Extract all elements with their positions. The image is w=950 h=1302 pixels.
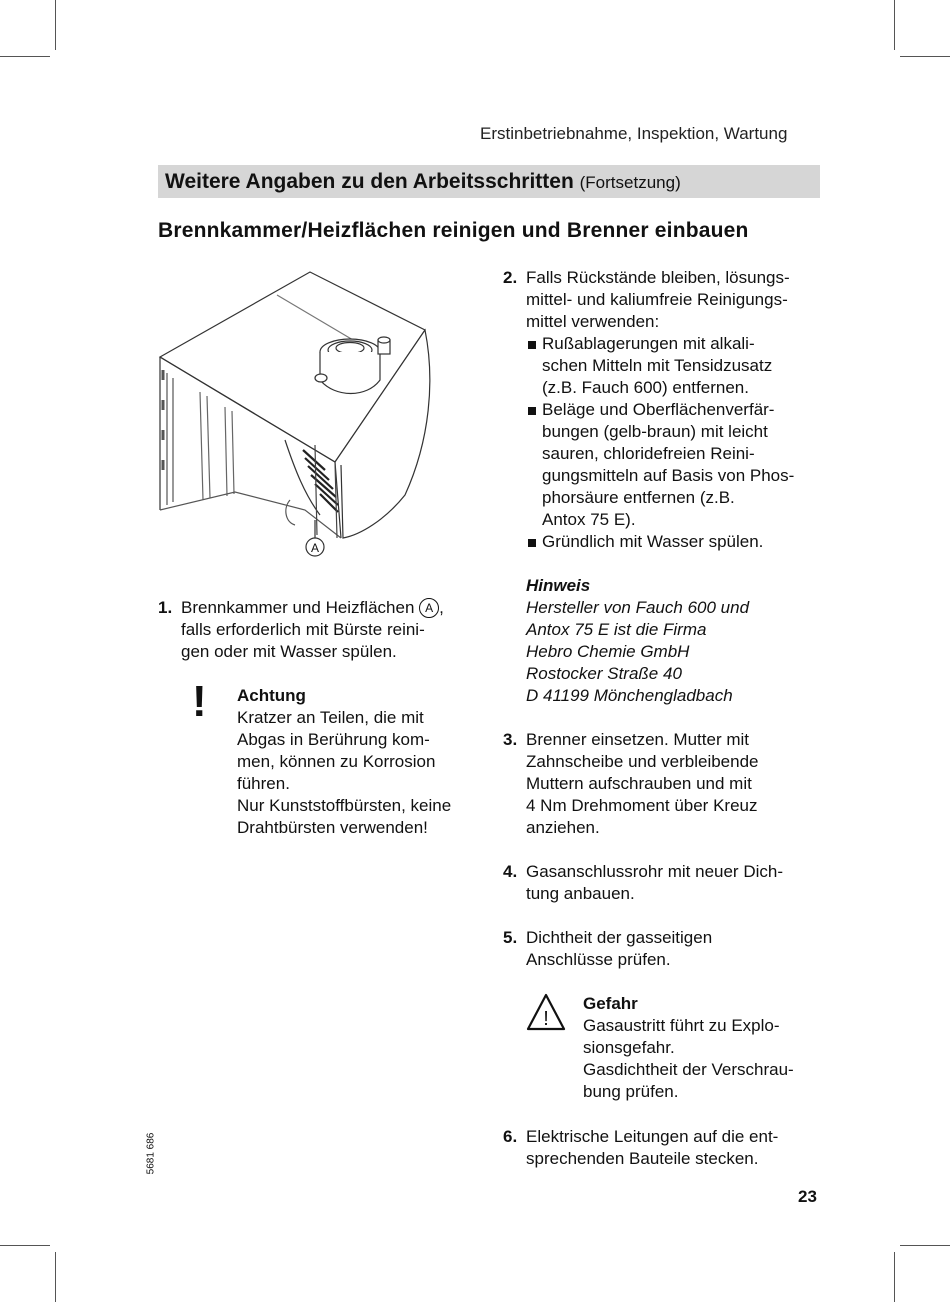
crop-mark: [55, 1252, 56, 1302]
bullet-item: [542, 333, 772, 399]
step-1-comma: ,: [439, 598, 444, 617]
warning-line: Kratzer an Teilen, die mit: [237, 708, 424, 727]
step-6-line: sprechenden Bauteile stecken.: [526, 1149, 759, 1168]
page-number: 23: [798, 1187, 817, 1206]
boiler-illustration: [155, 270, 435, 565]
step-5-number: 5.: [503, 928, 518, 947]
note-line: Hebro Chemie GmbH: [526, 642, 690, 661]
callout-a-icon: A: [419, 598, 439, 618]
step-2-line: mittel verwenden:: [526, 312, 660, 331]
bullet-line: (z.B. Fauch 600) entfernen.: [542, 378, 749, 397]
step-6-number: 6.: [503, 1127, 518, 1146]
step-1-line: Brennkammer und Heizflächen: [181, 598, 415, 617]
bullet-line: bungen (gelb-braun) mit leicht: [542, 422, 768, 441]
bullet-item: [542, 399, 794, 531]
crop-mark: [894, 0, 895, 50]
note-line: Hersteller von Fauch 600 und: [526, 598, 750, 617]
danger-line: Gasaustritt führt zu Explo-: [583, 1016, 780, 1035]
crop-mark: [0, 1245, 50, 1246]
bullet-line: Gründlich mit Wasser spülen.: [542, 532, 764, 551]
step-3-text: [526, 729, 759, 839]
page-title: [165, 170, 681, 194]
warning-line: Nur Kunststoffbürsten, keine: [237, 796, 452, 815]
step-3-line: anziehen.: [526, 818, 600, 837]
warning-line: men, können zu Korrosion: [237, 752, 436, 771]
crop-mark: [0, 56, 50, 57]
warning-line: Abgas in Berührung kom-: [237, 730, 430, 749]
step-2-line: mittel- und kaliumfreie Reinigungs-: [526, 290, 788, 309]
step-2-text: [526, 267, 790, 333]
page-title-main: Weitere Angaben zu den Arbeitsschritten: [165, 170, 574, 193]
note-line: Rostocker Straße 40: [526, 664, 682, 683]
crop-mark: [900, 1245, 950, 1246]
section-header: Erstinbetriebnahme, Inspektion, Wartung: [480, 124, 788, 143]
step-2-line: Falls Rückstände bleiben, lösungs-: [526, 268, 790, 287]
bullet-item: [542, 531, 763, 553]
step-3-line: Muttern aufschrauben und mit: [526, 774, 752, 793]
bullet-line: Beläge und Oberflächenverfär-: [542, 400, 775, 419]
note-box: [526, 575, 749, 707]
crop-mark: [900, 56, 950, 57]
step-1-text: [181, 597, 444, 663]
danger-title: Gefahr: [583, 994, 638, 1013]
step-1-line: falls erforderlich mit Bürste reini-: [181, 620, 425, 639]
warning-title: Achtung: [237, 686, 306, 705]
step-4-line: tung anbauen.: [526, 884, 635, 903]
step-5-text: [526, 927, 712, 971]
danger-triangle-icon: [525, 992, 567, 1032]
bullet-line: gungsmitteln auf Basis von Phos-: [542, 466, 795, 485]
note-title: Hinweis: [526, 576, 591, 595]
step-4-text: [526, 861, 783, 905]
document-number: 5681 686: [145, 1132, 157, 1175]
bullet-line: Rußablagerungen mit alkali-: [542, 334, 755, 353]
step-2-number: 2.: [503, 268, 518, 287]
figure-callout-a: A: [310, 541, 320, 555]
danger-line: sionsgefahr.: [583, 1038, 675, 1057]
danger-mark: !: [543, 1008, 549, 1030]
note-line: Antox 75 E ist die Firma: [526, 620, 707, 639]
bullet-line: Antox 75 E).: [542, 510, 636, 529]
page-title-sub: (Fortsetzung): [579, 173, 681, 192]
step-6-text: [526, 1126, 778, 1170]
step-6-line: Elektrische Leitungen auf die ent-: [526, 1127, 779, 1146]
note-line: D 41199 Mönchengladbach: [526, 686, 733, 705]
step-1-number: 1.: [158, 598, 173, 617]
step-4-number: 4.: [503, 862, 518, 881]
warning-line: führen.: [237, 774, 290, 793]
section-subtitle: Brennkammer/Heizflächen reinigen und Brenner einbauen: [158, 219, 749, 242]
danger-line: bung prüfen.: [583, 1082, 679, 1101]
warning-exclamation-icon: !: [192, 677, 207, 726]
bullet-line: sauren, chloridefreien Reini-: [542, 444, 755, 463]
danger-box: [583, 993, 794, 1103]
crop-mark: [894, 1252, 895, 1302]
step-1-line: gen oder mit Wasser spülen.: [181, 642, 397, 661]
title-bar: [158, 165, 820, 198]
step-3-line: 4 Nm Drehmoment über Kreuz: [526, 796, 758, 815]
bullet-line: schen Mitteln mit Tensidzusatz: [542, 356, 773, 375]
warning-line: Drahtbürsten verwenden!: [237, 818, 428, 837]
step-4-line: Gasanschlussrohr mit neuer Dich-: [526, 862, 783, 881]
crop-mark: [55, 0, 56, 50]
danger-line: Gasdichtheit der Verschrau-: [583, 1060, 794, 1079]
step-3-line: Zahnscheibe und verbleibende: [526, 752, 759, 771]
step-3-line: Brenner einsetzen. Mutter mit: [526, 730, 749, 749]
warning-box: [237, 685, 451, 839]
bullet-line: phorsäure entfernen (z.B.: [542, 488, 735, 507]
step-3-number: 3.: [503, 730, 518, 749]
step-5-line: Dichtheit der gasseitigen: [526, 928, 713, 947]
step-5-line: Anschlüsse prüfen.: [526, 950, 671, 969]
